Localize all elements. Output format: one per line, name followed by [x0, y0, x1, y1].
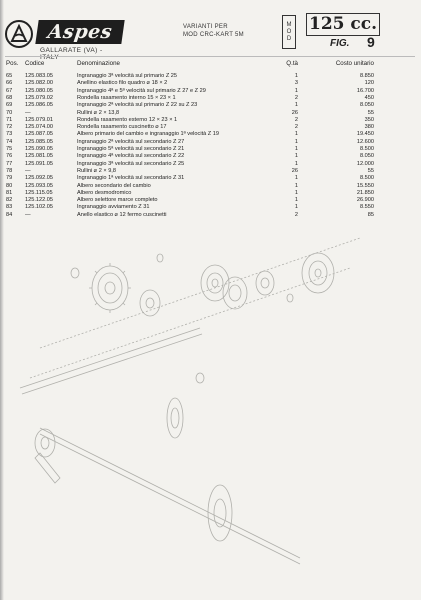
row-qty: 1 [294, 131, 298, 138]
row-qty: 1 [294, 189, 298, 196]
row-code: 125.082.00 [25, 80, 53, 87]
gear-drawing [35, 429, 55, 457]
row-qty: 1 [294, 146, 298, 152]
row-pos: 84 [6, 211, 13, 218]
table-row [0, 212, 421, 219]
row-cost: 26.900 [356, 197, 374, 204]
row-code: — [25, 167, 31, 174]
row-cost: 15.550 [356, 182, 374, 189]
row-pos: 68 [6, 94, 13, 101]
model-tag-letter: M [286, 21, 292, 28]
gear-drawing [256, 271, 274, 295]
table-row [0, 153, 421, 160]
row-name: Albero desmodromico [77, 189, 132, 196]
row-pos: 76 [6, 153, 13, 160]
column-header-name: Denominazione [77, 60, 120, 67]
figure-label: FIG. [330, 38, 350, 49]
row-pos: 70 [6, 109, 13, 116]
model-tag [282, 15, 296, 49]
table-row [0, 110, 421, 117]
row-code: 125.122.05 [25, 197, 53, 204]
washer-drawing [157, 254, 163, 262]
row-name: Ingranaggio 3ª velocità sul primario Z 25 [77, 73, 178, 79]
row-name: Rondella rasamento interno 15 × 23 × 1 [77, 94, 176, 101]
table-row [0, 168, 421, 175]
row-name: Anello elastico ⌀ 12 fermo cuscinetti [77, 211, 167, 218]
row-name: Rondella rasamento esterno 12 × 23 × 1 [77, 116, 178, 123]
row-pos: 75 [6, 146, 13, 152]
row-name: Rondella rasamento cuscinetto ⌀ 17 [77, 124, 167, 131]
row-pos: 78 [6, 167, 13, 174]
row-cost: 55 [367, 109, 374, 116]
row-name: Ingranaggio 4ª velocità sul secondario Z 22 [77, 153, 185, 160]
row-name: Rullini ⌀ 2 × 9,8 [77, 167, 116, 174]
row-code: 125.080.05 [25, 87, 53, 94]
washer-drawing [287, 294, 293, 302]
variant-line-1: VARIANTI PER [183, 24, 228, 30]
table-row [0, 161, 421, 168]
row-code: 125.079.02 [25, 94, 53, 101]
row-qty: 1 [294, 160, 298, 167]
row-qty: 2 [294, 116, 298, 123]
row-code: 125.083.05 [25, 73, 53, 79]
row-cost: 450 [364, 94, 374, 101]
brand-location: GALLARATE (VA) - ITALY [40, 47, 103, 61]
variant-block [183, 23, 273, 39]
row-cost: 8.050 [360, 153, 374, 160]
column-header-cost: Costo unitario [335, 60, 374, 67]
column-header-qty: Q.tà [286, 60, 298, 67]
brand-logo: Aspes [35, 20, 124, 44]
lever-drawing [35, 453, 60, 483]
row-cost: 12.600 [356, 138, 374, 145]
row-name: Ingranaggio 5ª velocità sul secondario Z 21 [77, 146, 185, 152]
row-pos: 65 [6, 73, 13, 79]
row-name: Albero secondario del cambio [77, 182, 151, 189]
row-cost: 8.500 [360, 146, 374, 152]
gear-drawing [89, 263, 131, 313]
header-divider [5, 56, 415, 57]
figure-number: 9 [367, 34, 375, 50]
gear-drawing [140, 290, 160, 316]
row-pos: 83 [6, 204, 13, 211]
row-code: 125.093.05 [25, 182, 53, 189]
table-row [0, 117, 421, 124]
row-pos: 66 [6, 80, 13, 87]
gear-drawing [201, 265, 229, 301]
row-cost: 8.550 [360, 204, 374, 211]
row-cost: 21.850 [356, 189, 374, 196]
row-qty: 1 [294, 182, 298, 189]
row-name: Ingranaggio 4ª e 5ª velocità sul primario Z 27 e Z 29 [77, 87, 206, 94]
row-qty: 26 [291, 109, 298, 116]
row-code: 125.079.01 [25, 116, 53, 123]
row-pos: 81 [6, 189, 13, 196]
row-cost: 16.700 [356, 87, 374, 94]
row-name: Rullini ⌀ 2 × 13,8 [77, 109, 120, 116]
row-code: 125.092.05 [25, 175, 53, 182]
table-row [0, 131, 421, 138]
gearbox-exploded-drawing [0, 228, 421, 600]
row-cost: 8.050 [360, 102, 374, 109]
table-row [0, 95, 421, 102]
row-code: 125.074.00 [25, 124, 53, 131]
table-row [0, 88, 421, 95]
row-qty: 2 [294, 124, 298, 131]
washer-drawing [196, 373, 204, 383]
row-code: — [25, 211, 31, 218]
row-pos: 67 [6, 87, 13, 94]
row-qty: 1 [294, 87, 298, 94]
row-qty: 1 [294, 138, 298, 145]
row-code: 125.085.05 [25, 138, 53, 145]
row-code: 125.115.05 [25, 189, 53, 196]
row-qty: 1 [294, 204, 298, 211]
row-cost: 350 [364, 116, 374, 123]
row-code: — [25, 109, 31, 116]
washer-drawing [71, 268, 79, 278]
row-cost: 55 [367, 167, 374, 174]
row-cost: 19.450 [356, 131, 374, 138]
row-cost: 380 [364, 124, 374, 131]
row-cost: 120 [364, 80, 374, 87]
desmodromic-shaft-drawing [40, 428, 300, 564]
row-code: 125.087.05 [25, 131, 53, 138]
row-qty: 1 [294, 197, 298, 204]
row-name: Albero selettore marce completo [77, 197, 158, 204]
variant-line-2: MOD CRC-KART 5M [183, 32, 244, 38]
row-pos: 82 [6, 197, 13, 204]
brand-emblem-icon [5, 20, 33, 48]
selector-shaft-drawing [20, 328, 202, 394]
row-name: Ingranaggio 1ª velocità sul secondario Z 31 [77, 175, 185, 182]
cam-drawing [208, 485, 232, 541]
table-row [0, 139, 421, 146]
column-header-code: Codice [25, 60, 45, 67]
row-pos: 80 [6, 182, 13, 189]
row-cost: 8.500 [360, 175, 374, 182]
row-name: Albero primario del cambio e ingranaggio 1ª velocità Z 19 [77, 131, 219, 138]
row-qty: 2 [294, 211, 298, 218]
row-qty: 1 [294, 102, 298, 109]
table-row [0, 190, 421, 197]
row-code: 125.081.05 [25, 153, 53, 160]
secondary-shaft-axis [30, 268, 350, 378]
row-qty: 1 [294, 153, 298, 160]
table-row [0, 146, 421, 153]
row-pos: 73 [6, 131, 13, 138]
row-pos: 77 [6, 160, 13, 167]
table-row [0, 197, 421, 204]
table-row [0, 175, 421, 182]
row-name: Anellino elastico filo quadro ⌀ 18 × 2 [77, 80, 168, 87]
model-tag-letter: O [286, 28, 292, 35]
model-tag-letter: D [286, 35, 292, 42]
table-row [0, 204, 421, 211]
row-qty: 2 [294, 94, 298, 101]
row-pos: 74 [6, 138, 13, 145]
row-pos: 69 [6, 102, 13, 109]
row-code: 125.102.05 [25, 204, 53, 211]
row-cost: 85 [367, 211, 374, 218]
displacement-box: 125 cc. [306, 13, 380, 36]
table-row [0, 80, 421, 87]
row-name: Ingranaggio 3ª velocità sul secondario Z 25 [77, 160, 185, 167]
table-row [0, 73, 421, 80]
table-row [0, 102, 421, 109]
row-pos: 72 [6, 124, 13, 131]
row-cost: 12.000 [356, 160, 374, 167]
row-code: 125.091.05 [25, 160, 53, 167]
gear-drawing [302, 253, 334, 293]
row-code: 125.086.05 [25, 102, 53, 109]
gear-drawing [167, 398, 183, 438]
row-qty: 3 [294, 80, 298, 87]
table-row [0, 183, 421, 190]
column-header-pos: Pos. [6, 60, 19, 67]
row-qty: 26 [291, 167, 298, 174]
row-name: Ingranaggio avviamento Z 31 [77, 204, 150, 211]
row-qty: 1 [294, 73, 298, 79]
row-name: Ingranaggio 2ª velocità sul primario Z 22 su Z 23 [77, 102, 198, 109]
row-cost: 8.850 [360, 73, 374, 79]
row-qty: 1 [294, 175, 298, 182]
row-name: Ingranaggio 2ª velocità sul secondario Z 27 [77, 138, 185, 145]
row-pos: 71 [6, 116, 13, 123]
row-code: 125.090.05 [25, 146, 53, 152]
row-pos: 79 [6, 175, 13, 182]
